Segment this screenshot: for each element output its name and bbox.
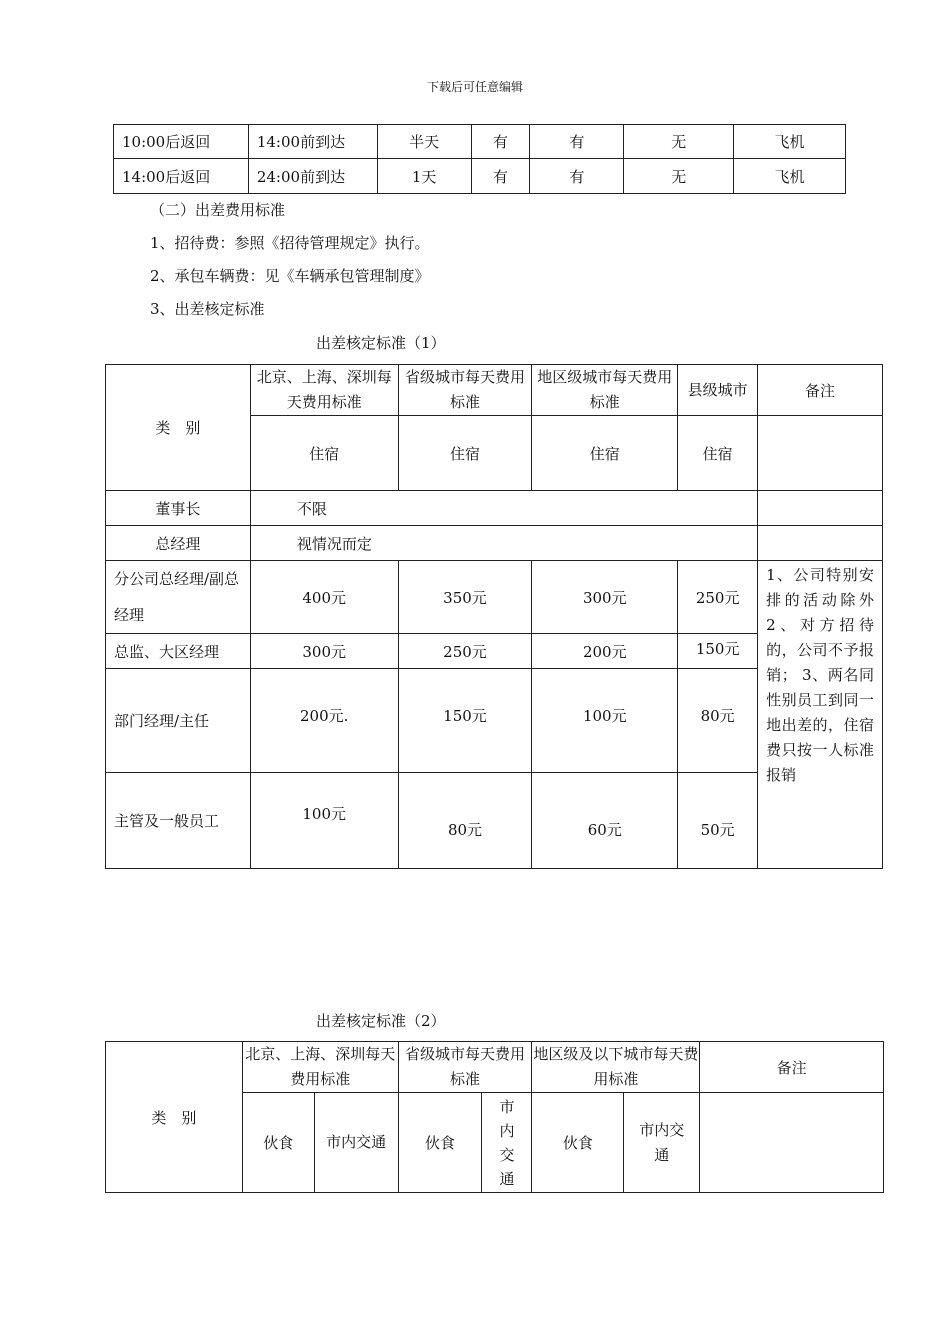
price-cell: 300元 [250,634,398,669]
price-cell: 250元 [398,634,532,669]
transport-table [113,124,846,194]
return-time: 10:00后返回 [114,125,249,159]
cell: 有 [530,125,624,159]
price-cell: 80元 [678,669,758,773]
row-label: 部门经理/主任 [106,669,251,773]
cell: 有 [471,125,530,159]
sub-header: 市内交通 [624,1093,700,1193]
price-cell: 200元. [250,669,398,773]
sub-header: 伙食 [532,1093,624,1193]
cell: 无 [624,125,734,159]
row-label: 总监、大区经理 [106,634,251,669]
section-item: 1、招待费：参照《招待管理规定》执行。 [150,234,430,252]
price-cell: 150元 [678,634,758,669]
cell: 无 [624,159,734,194]
price-cell: 400元 [250,561,398,634]
sub-header: 住宿 [398,416,532,491]
return-time: 14:00后返回 [114,159,249,194]
table1 [105,364,883,869]
empty-cell [758,416,883,491]
cell: 有 [471,159,530,194]
header-note: 下载后可任意编辑 [426,80,523,94]
price-cell: 50元 [678,773,758,869]
column-header: 省级城市每天费用标准 [398,365,532,416]
duration: 1天 [377,159,471,194]
sub-header: 住宿 [250,416,398,491]
price-cell: 250元 [678,561,758,634]
sub-header: 住宿 [532,416,678,491]
price-cell: 100元 [250,773,398,869]
table2-caption: 出差核定标准（2） [316,1012,446,1030]
row-value: 不限 [250,491,757,526]
price-cell: 80元 [398,773,532,869]
price-cell: 200元 [532,634,678,669]
section-item: 2、承包车辆费：见《车辆承包管理制度》 [150,267,430,285]
sub-header: 市内交通 [314,1093,398,1193]
remark-header: 备注 [758,365,883,416]
table2 [105,1041,884,1193]
section-item: 3、出差核定标准 [150,300,265,318]
arrive-time: 24:00前到达 [248,159,377,194]
price-cell: 60元 [532,773,678,869]
section-title: （二）出差费用标准 [150,201,286,219]
price-cell: 300元 [532,561,678,634]
empty-cell [758,491,883,526]
category-header: 类 别 [106,365,251,491]
column-header: 北京、上海、深圳每天费用标准 [250,365,398,416]
row-label: 主管及一般员工 [106,773,251,869]
table-row [106,526,883,561]
remark-cell: 1、公司特别安排的活动除外 2、对方招待的，公司不予报销； 3、两名同性别员工到同一地出差的，住宿费只按一人标准报销 [758,561,883,869]
remark-header: 备注 [700,1042,884,1093]
transport-mode: 飞机 [734,159,846,194]
sub-header: 伙食 [398,1093,482,1193]
table-row [114,125,846,159]
column-header: 县级城市 [678,365,758,416]
row-label: 董事长 [106,491,251,526]
empty-cell [758,526,883,561]
duration: 半天 [377,125,471,159]
sub-header: 住宿 [678,416,758,491]
row-label: 分公司总经理/副总经理 [106,561,251,634]
transport-mode: 飞机 [734,125,846,159]
table-row [106,561,883,634]
price-cell: 150元 [398,669,532,773]
price-cell: 350元 [398,561,532,634]
cell: 有 [530,159,624,194]
sub-header: 伙食 [242,1093,314,1193]
table1-caption: 出差核定标准（1） [316,334,446,352]
column-header: 省级城市每天费用标准 [398,1042,532,1093]
row-label: 总经理 [106,526,251,561]
table-row [114,159,846,194]
category-header: 类 别 [106,1042,243,1193]
table-row [106,491,883,526]
sub-header: 市内交通 [482,1093,532,1193]
column-header: 地区级及以下城市每天费用标准 [532,1042,700,1093]
price-cell: 100元 [532,669,678,773]
arrive-time: 14:00前到达 [248,125,377,159]
column-header: 地区级城市每天费用标准 [532,365,678,416]
column-header: 北京、上海、深圳每天费用标准 [242,1042,398,1093]
row-value: 视情况而定 [250,526,757,561]
empty-cell [700,1093,884,1193]
